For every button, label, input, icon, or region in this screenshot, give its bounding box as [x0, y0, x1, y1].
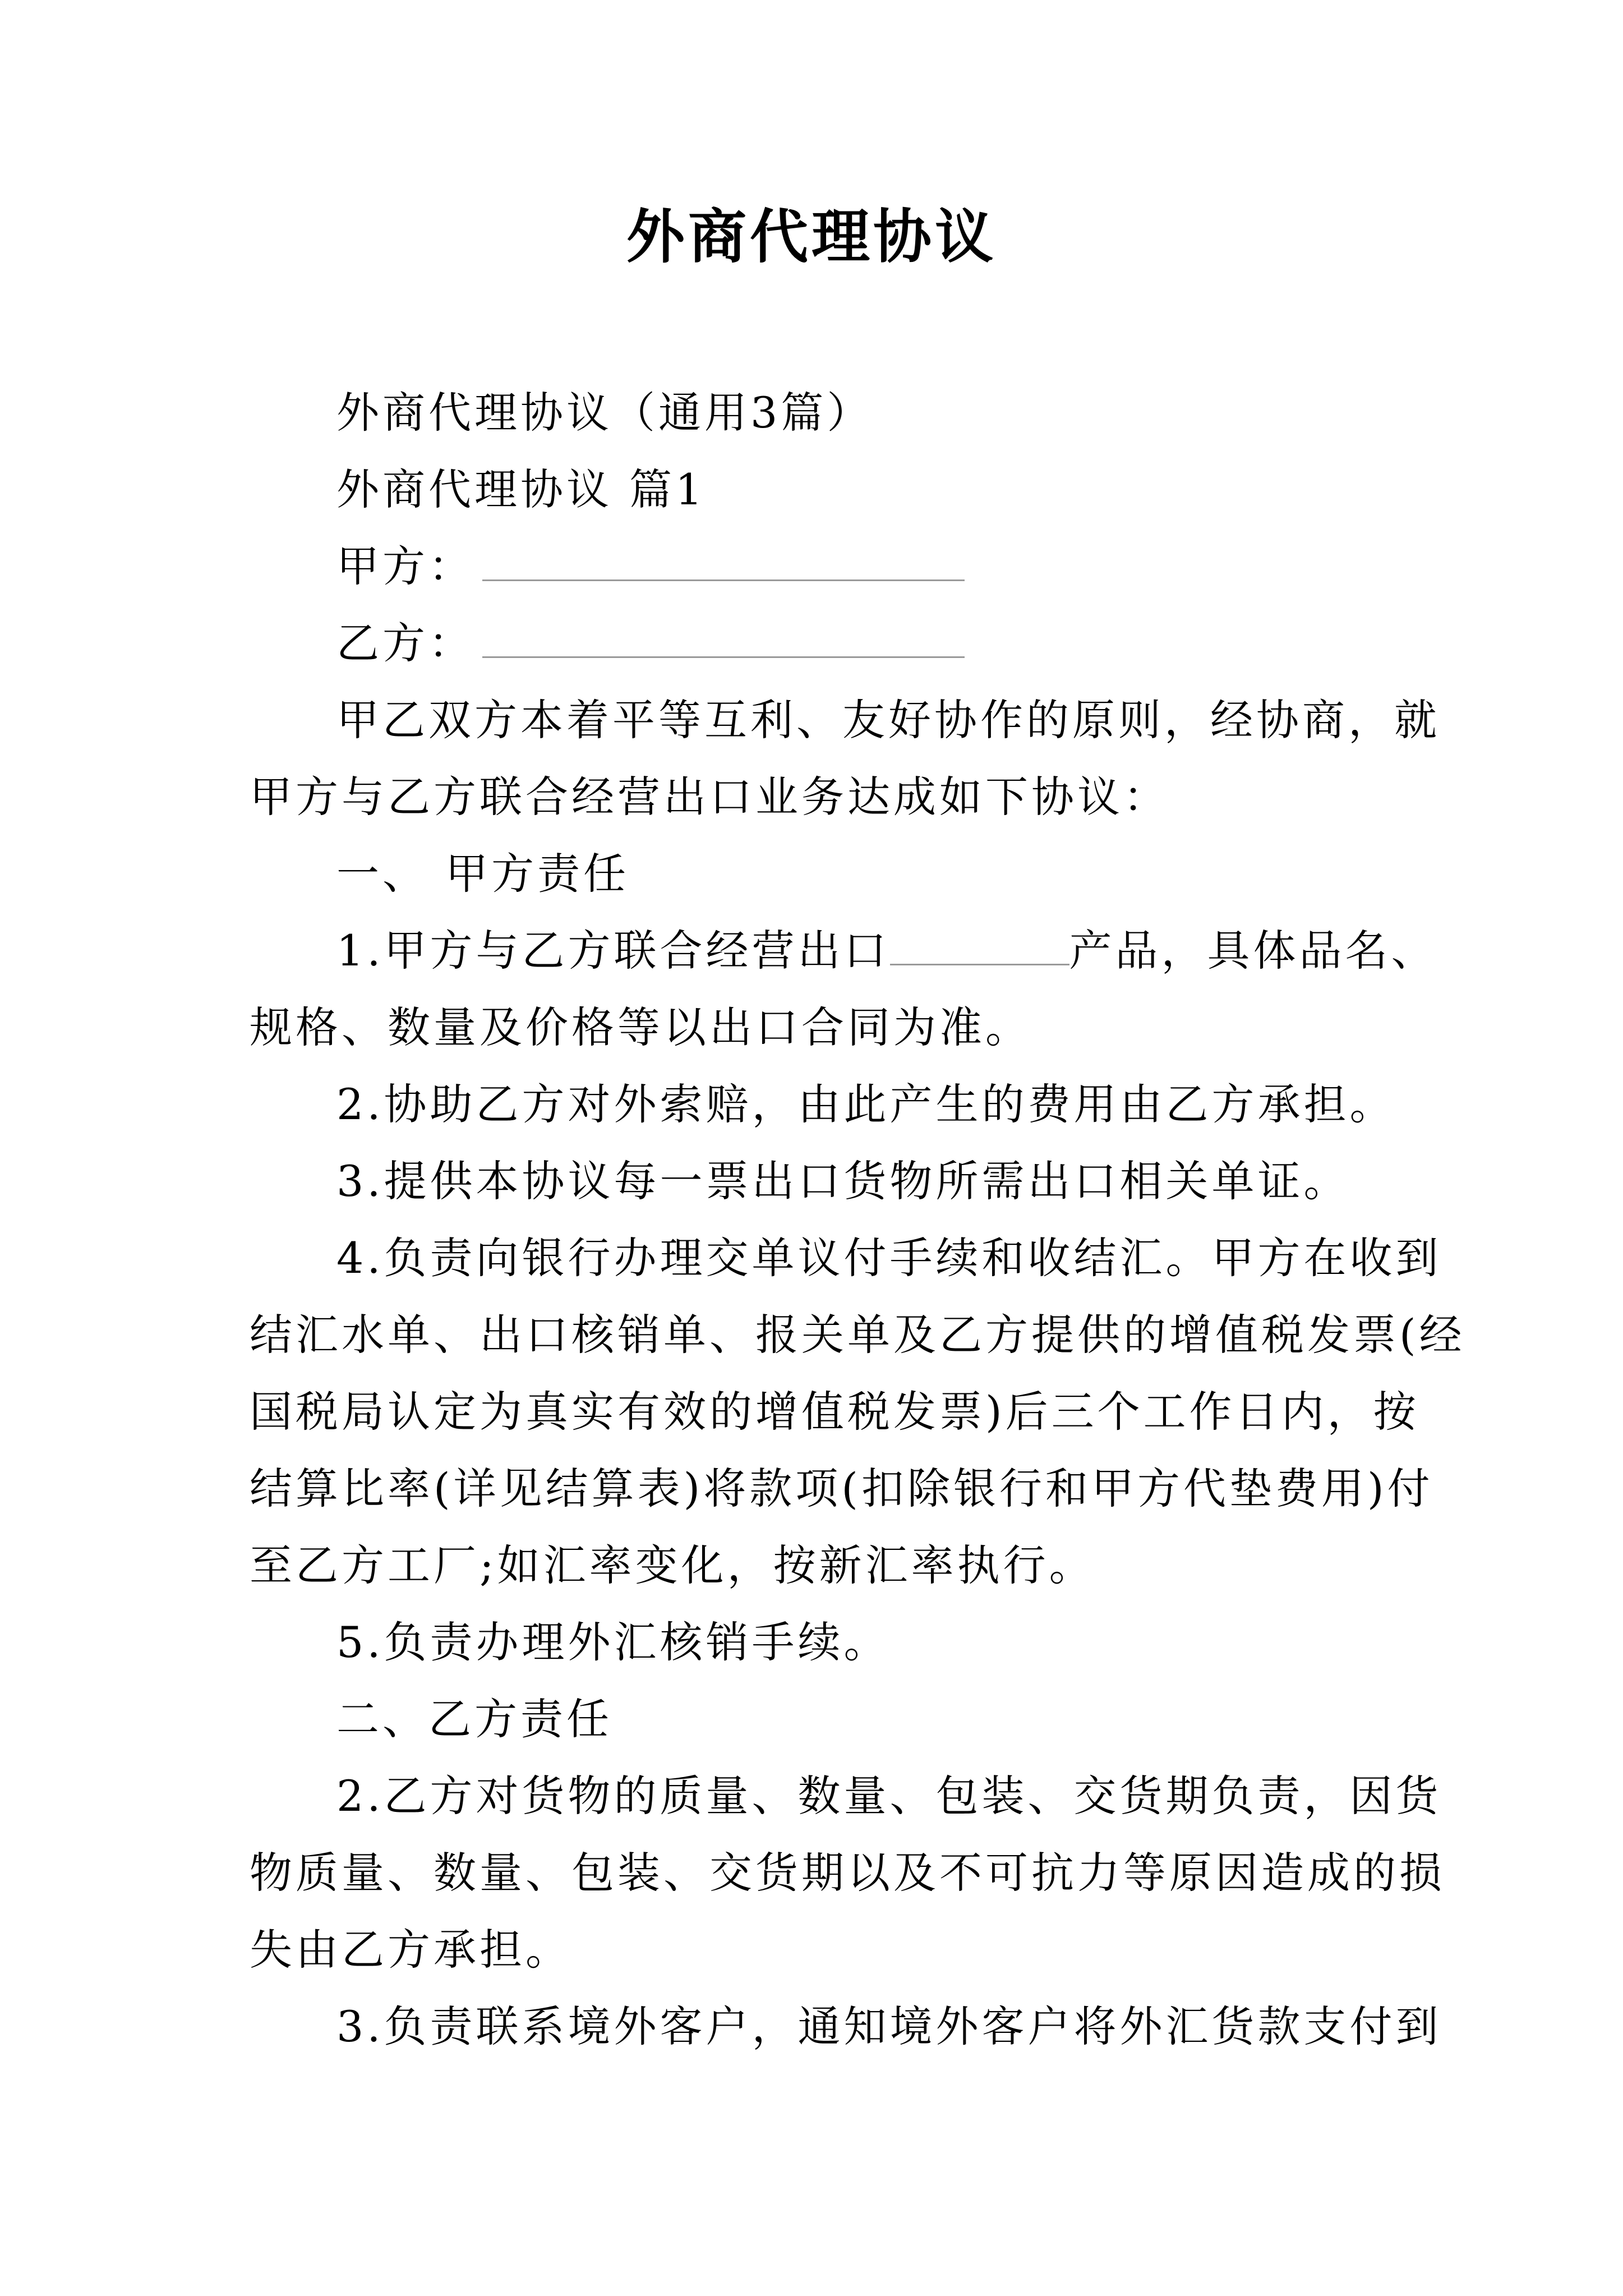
intro-line-2: 甲方与乙方联合经营出口业务达成如下协议：	[250, 772, 1169, 822]
part-a-item2: 2.协助乙方对外索赔，由此产生的费用由乙方承担。	[336, 1079, 1396, 1129]
part-b-item3-line1: 3.负责联系境外客户，通知境外客户将外汇货款支付到	[336, 2001, 1442, 2051]
section-heading: 外商代理协议 篇1	[336, 464, 706, 514]
part-a-item1-suffix: 产品，具体品名、	[1069, 926, 1437, 976]
party-a-blank	[482, 544, 965, 581]
part-a-item5: 5.负责办理外汇核销手续。	[336, 1617, 890, 1667]
party-b-line	[336, 615, 965, 671]
party-b-label: 乙方：	[336, 618, 474, 668]
party-a-line	[336, 539, 965, 595]
document-subtitle: 外商代理协议（通用3篇）	[336, 388, 873, 438]
party-b-blank	[482, 620, 965, 658]
product-blank	[890, 928, 1069, 965]
part-a-item1-prefix: 1.甲方与乙方联合经营出口	[336, 926, 890, 976]
part-a-item4-line3: 国税局认定为真实有效的增值税发票)后三个工作日内，按	[250, 1387, 1419, 1437]
part-a-item4-line2: 结汇水单、出口核销单、报关单及乙方提供的增值税发票(经	[250, 1310, 1465, 1360]
document-title: 外商代理协议	[626, 202, 997, 271]
part-b-item2-line1: 2.乙方对货物的质量、数量、包装、交货期负责，因货	[336, 1771, 1442, 1821]
part-b-item2-line2: 物质量、数量、包装、交货期以及不可抗力等原因造成的损	[250, 1848, 1445, 1898]
part-a-heading: 一、 甲方责任	[336, 849, 630, 899]
part-b-heading: 二、乙方责任	[336, 1694, 612, 1744]
part-a-item3: 3.提供本协议每一票出口货物所需出口相关单证。	[336, 1156, 1350, 1206]
part-a-item4-line4: 结算比率(详见结算表)将款项(扣除银行和甲方代垫费用)付	[250, 1464, 1433, 1513]
part-a-item4-line1: 4.负责向银行办理交单议付手续和收结汇。甲方在收到	[336, 1233, 1442, 1283]
part-a-item1-line2: 规格、数量及价格等以出口合同为准。	[250, 1002, 1031, 1052]
part-b-item2-line3: 失由乙方承担。	[250, 1925, 571, 1975]
part-a-item1-line1	[336, 923, 1437, 979]
intro-line-1: 甲乙双方本着平等互利、友好协作的原则，经协商，就	[336, 695, 1440, 745]
part-a-item4-line5: 至乙方工厂;如汇率变化，按新汇率执行。	[250, 1540, 1095, 1590]
party-a-label: 甲方：	[336, 541, 474, 591]
